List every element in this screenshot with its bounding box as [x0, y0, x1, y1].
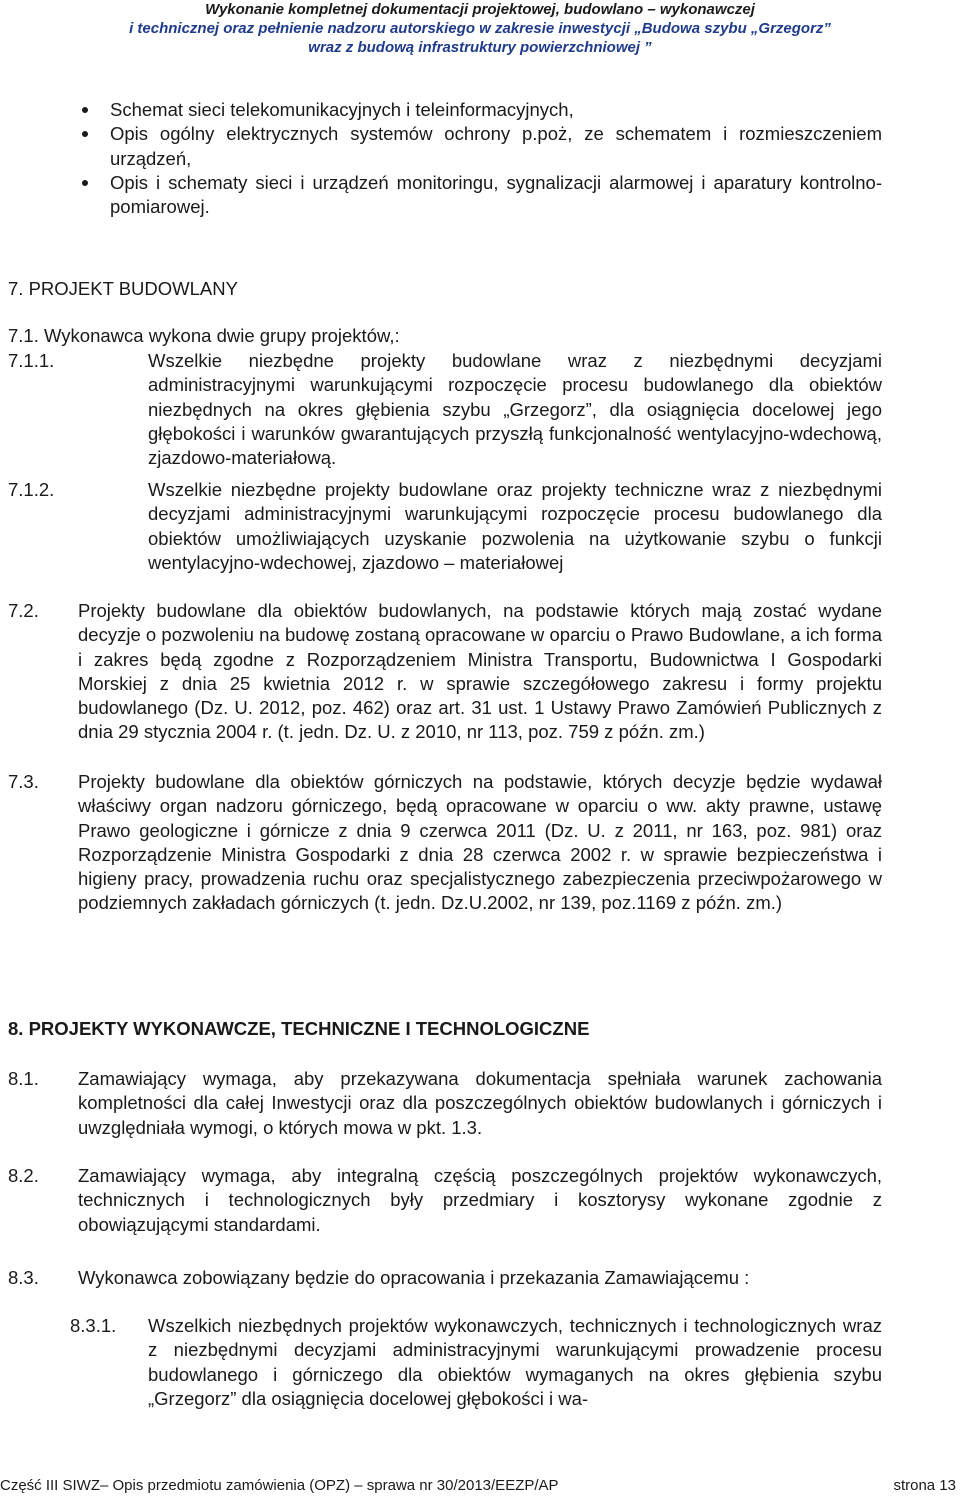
list-item-text: Opis ogólny elektrycznych systemów ochrony p.poż, ze schematem i rozmieszczeniem urządzeń, — [110, 123, 882, 169]
list-item-text: Schemat sieci telekomunikacyjnych i teleinformacyjnych, — [110, 99, 574, 120]
page-header — [0, 0, 960, 57]
section-8-3-text: Wykonawca zobowiązany będzie do opracowania i przekazania Zamawiającemu : — [78, 1267, 750, 1288]
bullet-icon — [82, 131, 88, 137]
page-footer — [0, 1476, 960, 1498]
section-8-title: 8. PROJEKTY WYKONAWCZE, TECHNICZNE I TECHNOLOGICZNE — [8, 1018, 590, 1039]
section-7-1-2-text: Wszelkie niezbędne projekty budowlane oraz projekty techniczne wraz z niezbędnymi decyzjami administracyjnymi warunkującymi rozpoczęcie procesu budowlanego dla obiektów umożliwiających uzyskanie pozwolenia na użytkowanie szybu o funkcji wentylacyjno-wdechowej, zjazdowo – materiałowej — [148, 479, 882, 573]
section-7-2-text: Projekty budowlane dla obiektów budowlanych, na podstawie których mają zostać wydane decyzje o pozwoleniu na budowę zostaną opracowane w oparciu o Prawo Budowlane, a ich forma i zakres będą zgodne z Rozporządzeniem Ministra Transportu, Budownictwa I Gospodarki Morskiej z dnia 25 kwietnia 2012 r. w sprawie szczegółowego zakresu i formy projektu budowlanego (Dz. U. 2012, poz. 462) oraz art. 31 ust. 1 Ustawy Prawo Zamówień Publicznych z dnia 29 stycznia 2004 r. (t. jedn. Dz. U. z 2010, nr 113, poz. 759 z późn. zm.) — [78, 600, 882, 743]
footer-page-number: strona 13 — [893, 1477, 956, 1494]
section-8-2-number: 8.2. — [8, 1165, 39, 1186]
section-7-1-1-text: Wszelkie niezbędne projekty budowlane wraz z niezbędnymi decyzjami administracyjnymi warunkującymi rozpoczęcie procesu budowlanego dla obiektów niezbędnych na okres głębienia szybu „Grzegorz”, dla osiągnięcia docelowej jego głębokości i warunków gwarantujących przyszłą funkcjonalność wentylacyjno-wdechową, zjazdowo-materiałową. — [148, 350, 882, 469]
list-item — [80, 171, 882, 220]
section-7-2-number: 7.2. — [8, 600, 39, 621]
footer-document-reference: Część III SIWZ– Opis przedmiotu zamówienia (OPZ) – sprawa nr 30/2013/EEZP/AP — [0, 1477, 559, 1494]
header-line-1: Wykonanie kompletnej dokumentacji projektowej, budowlano – wykonawczej — [205, 1, 755, 18]
bullet-list — [80, 98, 882, 219]
section-8-1-number: 8.1. — [8, 1068, 39, 1089]
section-8-3-number: 8.3. — [8, 1267, 39, 1288]
section-7-3-number: 7.3. — [8, 771, 39, 792]
section-8-3-1-text: Wszelkich niezbędnych projektów wykonawczych, technicznych i technologicznych wraz z niezbędnymi decyzjami administracyjnymi warunkującymi prowadzenie procesu budowlanego i górniczego dla obiektów wymaganych na okres głębienia szybu „Grzegorz” dla osiągnięcia docelowej głębokości i wa- — [148, 1315, 882, 1409]
list-item — [80, 122, 882, 171]
section-8-2-text: Zamawiający wymaga, aby integralną częścią poszczególnych projektów wykonawczych, technicznych i technologicznych były przedmiary i kosztorysy wykonane zgodnie z obowiązującymi standardami. — [78, 1165, 882, 1235]
section-7-1-1-number: 7.1.1. — [8, 350, 55, 371]
bullet-icon — [82, 180, 88, 186]
list-item — [80, 98, 882, 122]
section-7-title: 7. PROJEKT BUDOWLANY — [8, 278, 238, 299]
section-7-1-title: 7.1. Wykonawca wykona dwie grupy projektów,: — [8, 325, 400, 346]
section-7-3-text: Projekty budowlane dla obiektów górniczych na podstawie, których decyzje będzie wydawał właściwy organ nadzoru górniczego, będą opracowane w oparciu o ww. akty prawne, ustawę Prawo geologiczne i górnicze z dnia 9 czerwca 2011 (Dz. U. z 2011, nr 163, poz. 981) oraz Rozporządzenie Ministra Gospodarki z dnia 28 czerwca 2002 r. w sprawie bezpieczeństwa i higieny pracy, prowadzenia ruchu oraz specjalistycznego zabezpieczenia przeciwpożarowego w podziemnych zakładach górniczych (t. jedn. Dz.U.2002, nr 139, poz.1169 z późn. zm.) — [78, 771, 882, 914]
header-line-3: wraz z budową infrastruktury powierzchniowej ” — [308, 39, 652, 56]
bullet-icon — [82, 107, 88, 113]
section-8-1-text: Zamawiający wymaga, aby przekazywana dokumentacja spełniała warunek zachowania kompletności dla całej Inwestycji oraz dla poszczególnych obiektów budowlanych i górniczych i uwzględniała wymogi, o których mowa w pkt. 1.3. — [78, 1068, 882, 1138]
section-7-1-2-number: 7.1.2. — [8, 479, 55, 500]
list-item-text: Opis i schematy sieci i urządzeń monitoringu, sygnalizacji alarmowej i aparatury kontrolno-pomiarowej. — [110, 171, 882, 218]
section-8-3-1-number: 8.3.1. — [70, 1315, 117, 1336]
header-line-2: i technicznej oraz pełnienie nadzoru autorskiego w zakresie inwestycji „Budowa szybu „Grzegorz” — [129, 20, 831, 37]
